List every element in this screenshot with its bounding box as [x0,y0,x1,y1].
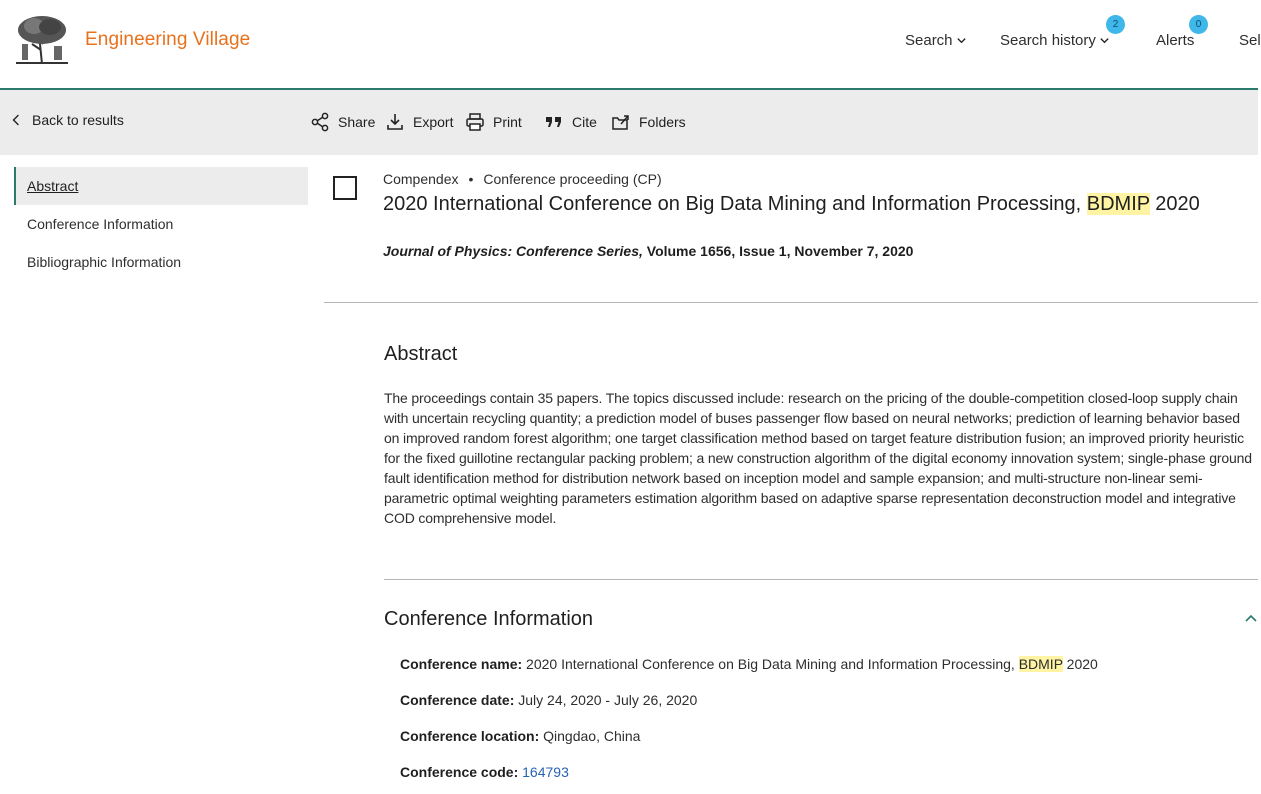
chevron-up-icon[interactable] [1244,612,1258,626]
download-icon [385,112,405,132]
abstract-text: The proceedings contain 35 papers. The topics discussed include: research on the pricing of the double-competition closed-loop supply chain with uncertain recycling quantity; a prediction model of buses passenger flow based on neural networks; prediction of learning behavior based on improved random forest algorithm; one target classification method based on target feature distribution fusion; an improved priority heuristic for the fixed guillotine rectangular packing problem; a new construction algorithm of the digital economy innovation system; single-phase ground fault identification method for distribution network based on inception model and sample expansion; and multi-structure non-linear semi-parametric optimal weighting parameters estimation algorithm based on adaptive sparse representation deconstruction model and integrative COD comprehensive model. [384,390,1252,526]
chevron-down-icon [1099,35,1110,46]
conference-location-field [400,728,640,744]
journal-name: Journal of Physics: Conference Series, [383,243,643,259]
conference-code-label: Conference code: [400,764,519,780]
record-toolbar [0,90,1258,155]
back-to-results-label: Back to results [32,112,124,128]
conference-location-label: Conference location: [400,728,540,744]
search-term-highlight: BDMIP [1018,656,1063,672]
conference-name-text: 2020 International Conference on Big Data Mining and Information Processing, [522,656,1019,672]
nav-search-history-label: Search history [1000,32,1096,49]
export-button[interactable] [385,112,453,132]
search-history-count-badge: 2 [1106,15,1125,34]
conference-date-label: Conference date: [400,692,515,708]
chevron-left-icon [10,112,24,128]
nav-search-history[interactable] [1000,32,1110,49]
printer-icon [465,112,485,132]
folders-label: Folders [639,114,686,130]
section-nav-abstract[interactable]: Abstract [14,167,308,205]
conference-location-value: Qingdao, China [539,728,641,744]
cite-label: Cite [572,114,597,130]
nav-selected-label: Sel [1239,32,1261,49]
folder-add-icon [611,112,631,132]
nav-alerts[interactable] [1156,32,1194,49]
print-button[interactable] [465,112,522,132]
conference-name-field [400,656,1098,672]
nav-alerts-label: Alerts [1156,32,1195,49]
record-title-text: 2020 International Conference on Big Data Mining and Information Processing, [383,193,1087,215]
record-title [383,193,1200,216]
conference-information-heading: Conference Information [384,608,594,630]
select-record-checkbox[interactable] [333,176,357,200]
alerts-count-badge: 0 [1189,15,1208,34]
nav-search-label: Search [905,32,953,49]
export-label: Export [413,114,454,130]
divider [384,579,1258,580]
conference-name-label: Conference name: [400,656,523,672]
separator-dot: • [468,171,474,187]
record-title-year: 2020 [1149,193,1200,215]
record-source [383,243,913,259]
section-nav-conference-information[interactable]: Conference Information [27,216,174,232]
conference-date-field [400,692,697,708]
section-nav [14,167,308,281]
nav-selected[interactable] [1239,32,1261,49]
record-meta [383,171,662,187]
divider [324,302,1258,303]
search-term-highlight: BDMIP [1086,193,1150,215]
nav-search[interactable] [905,32,967,49]
back-to-results-link[interactable] [10,112,124,128]
print-label: Print [493,114,522,130]
elsevier-tree-logo[interactable] [14,14,70,66]
quote-icon [544,112,564,132]
conference-code-link[interactable]: 164793 [522,764,569,780]
conference-name-year: 2020 [1062,656,1098,672]
section-nav-bibliographic-information[interactable]: Bibliographic Information [27,254,182,270]
document-type: Conference proceeding (CP) [483,171,662,187]
database-label: Compendex [383,171,459,187]
conference-date-value: July 24, 2020 - July 26, 2020 [514,692,698,708]
brand-name[interactable]: Engineering Village [85,29,251,50]
conference-code-field [400,764,569,780]
volume-issue-date: Volume 1656, Issue 1, November 7, 2020 [642,243,914,259]
share-label: Share [338,114,376,130]
share-icon [310,112,330,132]
abstract-heading: Abstract [384,343,458,365]
chevron-down-icon [956,35,967,46]
cite-button[interactable] [544,112,597,132]
folders-button[interactable] [611,112,686,132]
share-button[interactable] [310,112,375,132]
top-header [0,0,1261,90]
